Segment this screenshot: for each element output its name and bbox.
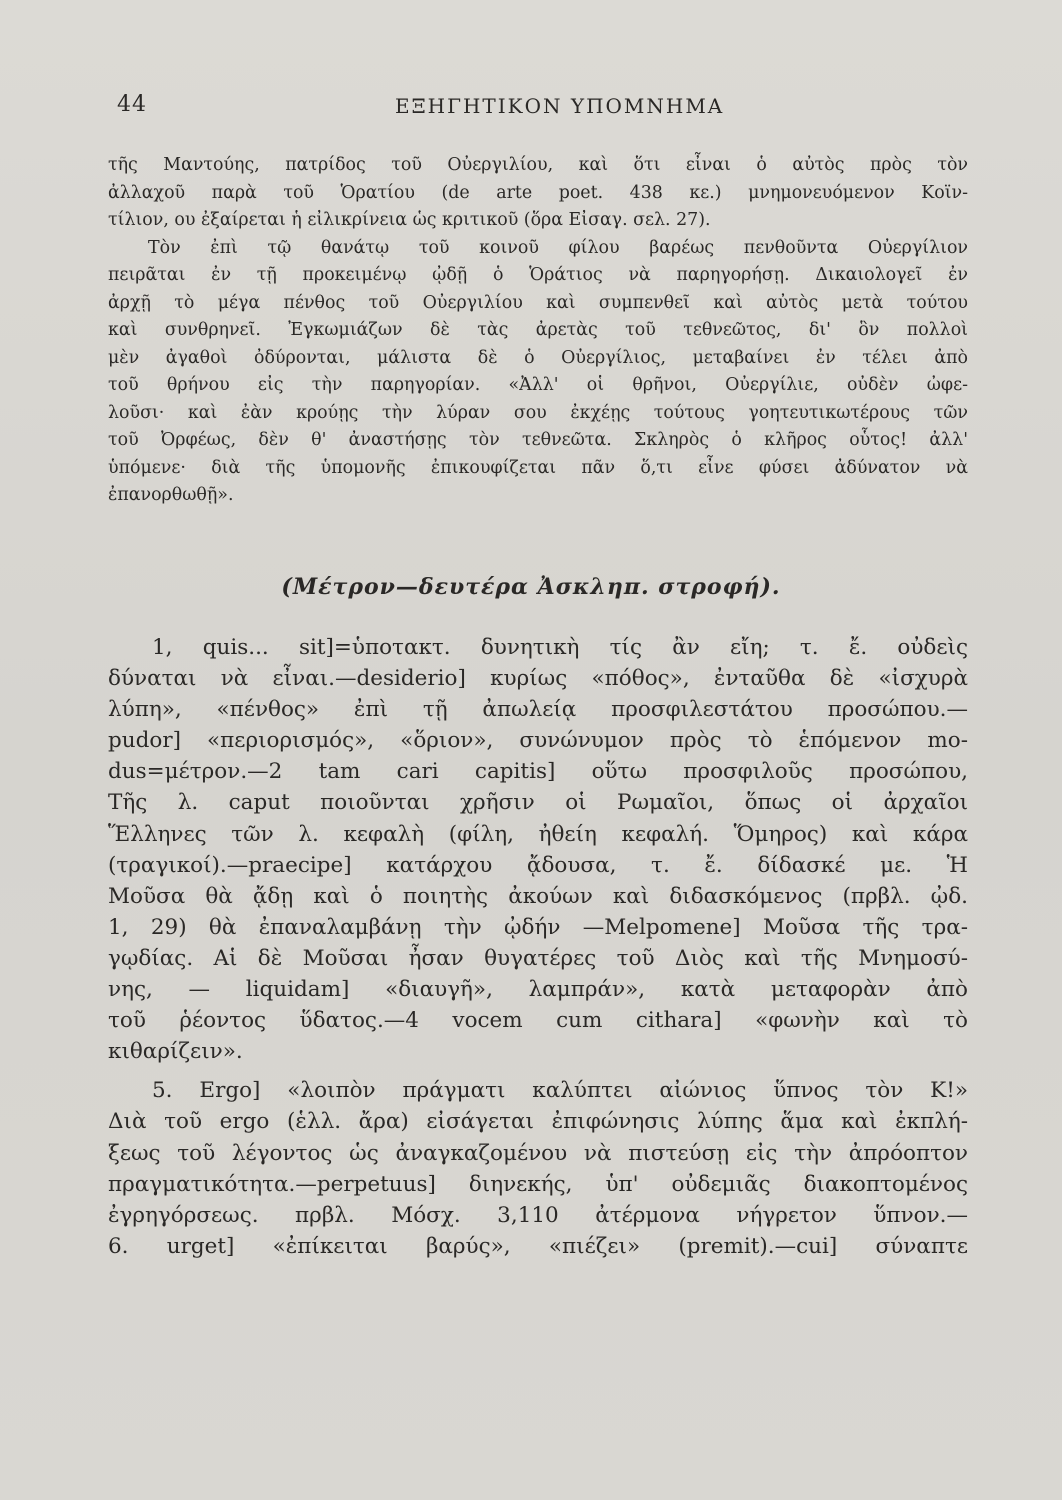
commentary-line: πραγματικότητα.—perpetuus] διηνεκής, ὑπ' οὐδεμιᾶς διακοπτομένος [108,1171,968,1197]
commentary-line: (τραγικοί).—praecipe] κατάρχου ᾄδουσα, τ. ἔ. δίδασκέ με. Ἡ [108,852,968,878]
text-line: τίλιον, ου ἐξαίρεται ἡ εἰλικρίνεια ὡς κριτικοῦ (ὅρα Εἰσαγ. σελ. 27). [108,210,711,230]
commentary-line: Διὰ τοῦ ergo (ἑλλ. ἄρα) εἰσάγεται ἐπιφώνησις λύπης ἅμα καὶ ἐκπλή- [108,1109,968,1135]
commentary-line: Μοῦσα θὰ ᾄδῃ καὶ ὁ ποιητὴς ἀκούων καὶ διδασκόμενος (πρβλ. ᾠδ. [108,883,968,909]
commentary-line: γῳδίας. Αἱ δὲ Μοῦσαι ἦσαν θυγατέρες τοῦ Διὸς καὶ τῆς Μνημοσύ- [108,945,968,971]
commentary-line: 1, quis... sit]=ὑποτακτ. δυνητικὴ τίς ἂν εἴη; τ. ἔ. οὐδεὶς [152,635,968,660]
commentary-line: κιθαρίζειν». [108,1039,243,1065]
text-line: Τὸν ἐπὶ τῷ θανάτῳ τοῦ κοινοῦ φίλου βαρέως πενθοῦντα Οὐεργίλιον [148,237,968,258]
text-line: ὑπόμενε· διὰ τῆς ὑπομονῆς ἐπικουφίζεται πᾶν ὅ,τι εἶνε φύσει ἀδύνατον νὰ [108,457,968,478]
commentary-line: Ἕλληνες τῶν λ. κεφαλὴ (φίλη, ἠθείη κεφαλή. Ὅμηρος) καὶ κάρα [108,821,968,847]
running-title: ΕΞΗΓΗΤΙΚΟΝ ΥΠΟΜΝΗΜΑ [395,94,725,118]
text-line: τοῦ Ὀρφέως, δὲν θ' ἀναστήσῃς τὸν τεθνεῶτα. Σκληρὸς ὁ κλῆρος οὗτος! ἀλλ' [108,430,968,450]
text-line: πειρᾶται ἐν τῇ προκειμένῳ ᾠδῇ ὁ Ὁράτιος νὰ παρηγορήσῃ. Δικαιολογεῖ ἐν [108,265,968,285]
commentary-line: λύπη», «πένθος» ἐπὶ τῇ ἀπωλείᾳ προσφιλεστάτου προσώπου.— [108,697,968,723]
commentary-line: ξεως τοῦ λέγοντος ὡς ἀναγκαζομένου νὰ πιστεύσῃ εἰς τὴν ἀπρόοπτον [108,1140,968,1166]
page-number: 44 [117,92,147,117]
text-line: μὲν ἀγαθοὶ ὀδύρονται, μάλιστα δὲ ὁ Οὐεργίλιος, μεταβαίνει ἐν τέλει ἀπὸ [108,347,968,368]
commentary-line: pudor] «περιορισμός», «ὅριον», συνώνυμον πρὸς τὸ ἑπόμενον mo- [108,728,968,754]
page-header [0,92,1062,126]
commentary-line: dus=μέτρον.—2 tam cari capitis] οὕτω προσφιλοῦς προσώπου, [108,759,968,785]
text-line: τοῦ θρήνου εἰς τὴν παρηγορίαν. «Ἀλλ' οἱ θρῆνοι, Οὐεργίλιε, οὐδὲν ὠφε- [108,375,968,395]
commentary-line: 1, 29) θὰ ἐπαναλαμβάνῃ τὴν ᾠδήν —Melpomene] Μοῦσα τῆς τρα- [108,914,968,940]
intro-paragraphs [108,152,968,510]
text-line: ἀρχῇ τὸ μέγα πένθος τοῦ Οὐεργιλίου καὶ συμπενθεῖ καὶ αὐτὸς μετὰ τούτου [108,292,968,313]
verse-heading: (Μέτρον—δευτέρα Ἀσκληπ. στροφή). [281,574,781,600]
text-line: ἐπανορθωθῇ». [108,485,234,505]
commentary [108,632,968,1262]
paragraph-gap [108,1067,968,1075]
text-line: καὶ συνθρηνεῖ. Ἐγκωμιάζων δὲ τὰς ἀρετὰς τοῦ τεθνεῶτος, δι' ὃν πολλοὶ [108,320,968,340]
commentary-line: τοῦ ῥέοντος ὕδατος.—4 vocem cum cithara] «φωνὴν καὶ τὸ [108,1008,968,1034]
text-line: τῆς Μαντούης, πατρίδος τοῦ Οὐεργιλίου, καὶ ὅτι εἶναι ὁ αὐτὸς πρὸς τὸν [108,155,968,175]
commentary-line: Τῆς λ. caput ποιοῦνται χρῆσιν οἱ Ρωμαῖοι, ὅπως οἱ ἀρχαῖοι [108,790,968,816]
text-line: ἀλλαχοῦ παρὰ τοῦ Ὁρατίου (de arte poet. 438 κε.) μνημονευόμενον Κοϊν- [108,182,968,203]
commentary-line: 6. urget] «ἐπίκειται βαρύς», «πιέζει» (premit).—cui] σύναπτε [108,1233,968,1259]
commentary-line: ἐγρηγόρσεως. πρβλ. Μόσχ. 3,110 ἀτέρμονα νήγρετον ὕπνον.— [108,1202,968,1228]
text-line: λοῦσι· καὶ ἐὰν κρούῃς τὴν λύραν σου ἐκχέῃς τούτους γοητευτικωτέρους τῶν [108,402,968,423]
commentary-line: δύναται νὰ εἶναι.—desiderio] κυρίως «πόθος», ἐνταῦθα δὲ «ἰσχυρὰ [108,666,968,692]
commentary-line: νης, — liquidam] «διαυγῆ», λαμπράν», κατὰ μεταφορὰν ἀπὸ [108,977,968,1003]
commentary-line: 5. Ergo] «λοιπὸν πράγματι καλύπτει αἰώνιος ὕπνος τὸν Κ!» [152,1078,968,1104]
